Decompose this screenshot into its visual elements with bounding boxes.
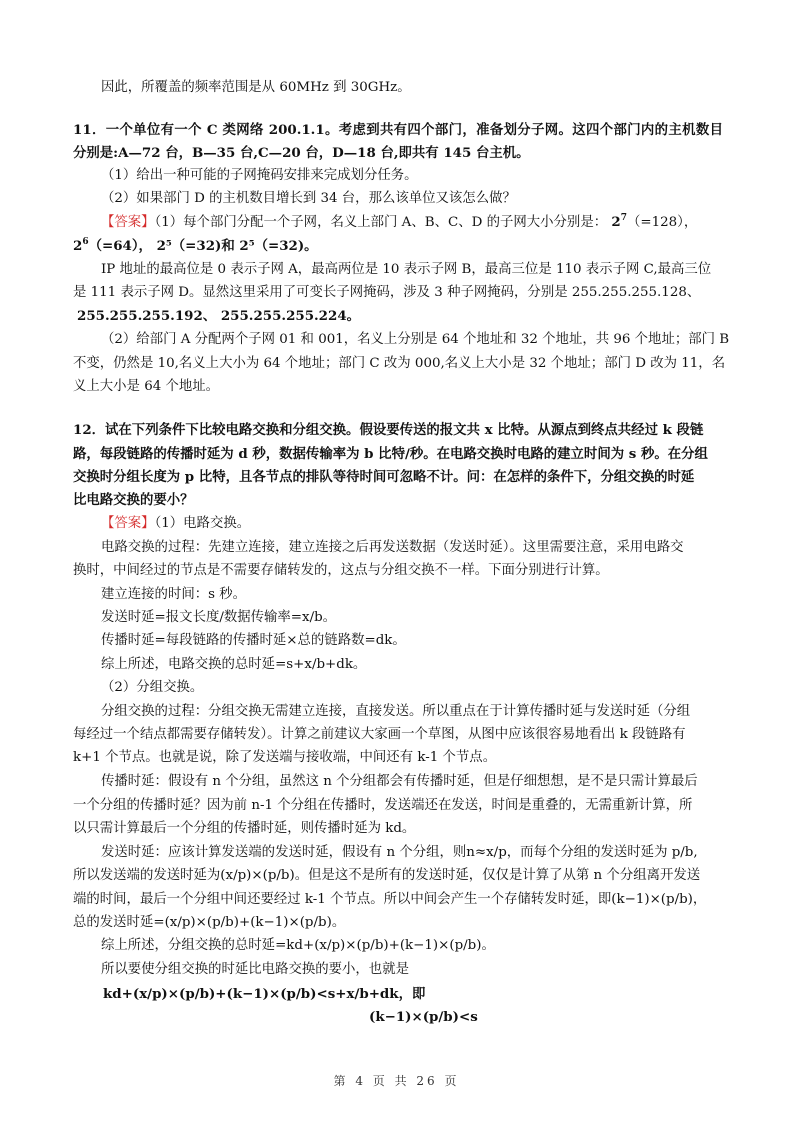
answer-12-line16: 所以发送端的发送时延为(x/p)×(p/b)。但是这不是所有的发送时延，仅仅是计算了从第 n 个分组离开发送	[73, 868, 701, 883]
question-12-title: 12．试在下列条件下比较电路交换和分组交换。假设要传送的报文共 x 比特。从源点到终点共经过 k 段链	[73, 422, 704, 438]
answer-12-result: (k−1)×(p/b)<s	[369, 1009, 478, 1025]
page-footer: 第 4 页 共 26 页	[333, 1074, 460, 1088]
paragraph-line: 因此，所覆盖的频率范围是从 60MHz 到 30GHz。	[101, 80, 411, 95]
answer-12-line7: 综上所述，电路交换的总时延=s+x/b+dk。	[101, 657, 367, 672]
question-12-title-cont: 交换时分组长度为 p 比特，且各节点的排队等待时间可忽略不计。问：在怎样的条件下，分组交换的时延	[73, 469, 695, 485]
answer-12-formula: kd+(x/p)×(p/b)+(k−1)×(p/b)<s+x/b+dk，即	[103, 986, 426, 1002]
answer-12-line20: 所以要使分组交换的时延比电路交换的要小，也就是	[101, 962, 409, 977]
answer-11-line1	[101, 212, 697, 233]
answer-12-line14: 以只需计算最后一个分组的传播时延，则传播时延为 kd。	[73, 821, 416, 836]
answer-11-line8: 义上大小是 64 个地址。	[73, 379, 220, 394]
question-12-title-cont: 路，每段链路的传播时延为 d 秒，数据传输率为 b 比特/秒。在电路交换时电路的建立时间为 s 秒。在分组	[73, 446, 708, 462]
answer-text: （=64）， 2⁵（=32)和 2⁵（=32)。	[88, 238, 318, 254]
answer-12-line17: 端的时间，最后一个分组中间还要经过 k-1 个节点。所以中间会产生一个存储转发时延，即(k−1)×(p/b)，	[73, 892, 707, 907]
answer-12-line2: 电路交换的过程：先建立连接，建立连接之后再发送数据（发送时延）。这里需要注意，采用电路交	[101, 540, 684, 555]
formula: $2^7$	[611, 213, 627, 230]
question-12-title-cont: 比电路交换的要小？	[73, 492, 194, 508]
answer-tag: 【答案】	[101, 516, 155, 531]
answer-text: （1）每个部门分配一个子网，名义上部门 A、B、C、D 的子网大小分别是：	[154, 215, 608, 230]
answer-12-line6: 传播时延=每段链路的传播时延×总的链路数=dk。	[101, 633, 406, 648]
answer-12-line13: 一个分组的传播时延？因为前 n-1 个分组在传播时，发送端还在发送，时间是重叠的，无需重新计算，所	[73, 798, 693, 813]
answer-12-line11: k+1 个节点。也就是说，除了发送端与接收端，中间还有 k-1 个节点。	[73, 750, 497, 765]
question-11-sub1: （1）给出一种可能的子网掩码安排来完成划分任务。	[101, 168, 418, 183]
answer-12-line4: 建立连接的时间：s 秒。	[101, 587, 247, 602]
answer-11-line5: 255.255.255.192、 255.255.255.224。	[77, 308, 361, 324]
answer-11-line4: 是 111 表示子网 D。显然这里采用了可变长子网掩码，涉及 3 种子网掩码，分别是 255.255.255.128、	[73, 285, 701, 300]
answer-tag: 【答案】	[101, 215, 155, 230]
answer-11-line2: $2^6(=64)$， 2⁵（=32)和 2⁵（=32)。	[73, 237, 318, 254]
answer-text: （=128），	[626, 215, 698, 230]
question-11-title: 11．一个单位有一个 C 类网络 200.1.1。考虑到共有四个部门，准备划分子网。这四个部门内的主机数目	[73, 122, 723, 138]
answer-12-line3: 换时，中间经过的节点是不需要存储转发的，这点与分组交换不一样。下面分别进行计算。	[73, 563, 609, 578]
answer-12-line9: 分组交换的过程：分组交换无需建立连接，直接发送。所以重点在于计算传播时延与发送时延（分组	[101, 704, 691, 719]
answer-12-line18: 总的发送时延=(x/p)×(p/b)+(k−1)×(p/b)。	[73, 915, 346, 930]
answer-12-line19: 综上所述，分组交换的总时延=kd+(x/p)×(p/b)+(k−1)×(p/b)。	[101, 938, 495, 953]
answer-11-line7: 不变，仍然是 10,名义上大小为 64 个地址；部门 C 改为 000,名义上大小是 32 个地址；部门 D 改为 11，名	[73, 356, 726, 371]
question-11-sub2: （2）如果部门 D 的主机数目增长到 34 台，那么该单位又该怎么做？	[101, 191, 516, 206]
answer-12-line8: （2）分组交换。	[101, 680, 204, 695]
answer-12-line12: 传播时延：假设有 n 个分组，虽然这 n 个分组都会有传播时延，但是仔细想想，是不是只需计算最后	[101, 774, 698, 789]
answer-12-line10: 每经过一个结点都需要存储转发）。计算之前建议大家画一个草图，从图中应该很容易地看出 k 段链路有	[73, 727, 686, 742]
answer-12-line15: 发送时延：应该计算发送端的发送时延，假设有 n 个分组，则n≈x/p，而每个分组的发送时延为 p/b,	[101, 845, 698, 860]
answer-12-line1	[101, 514, 250, 534]
answer-11-line3: IP 地址的最高位是 0 表示子网 A，最高两位是 10 表示子网 B，最高三位是 110 表示子网 C,最高三位	[101, 262, 712, 277]
answer-12-line5: 发送时延=报文长度/数据传输率=x/b。	[101, 610, 337, 625]
question-11-title-cont: 分别是:A—72 台，B—35 台,C—20 台，D—18 台,即共有 145 台主机。	[73, 145, 530, 161]
answer-11-line6: （2）给部门 A 分配两个子网 01 和 001，名义上分别是 64 个地址和 32 个地址，共 96 个地址；部门 B	[101, 332, 730, 347]
answer-text: （1）电路交换。	[154, 516, 251, 531]
